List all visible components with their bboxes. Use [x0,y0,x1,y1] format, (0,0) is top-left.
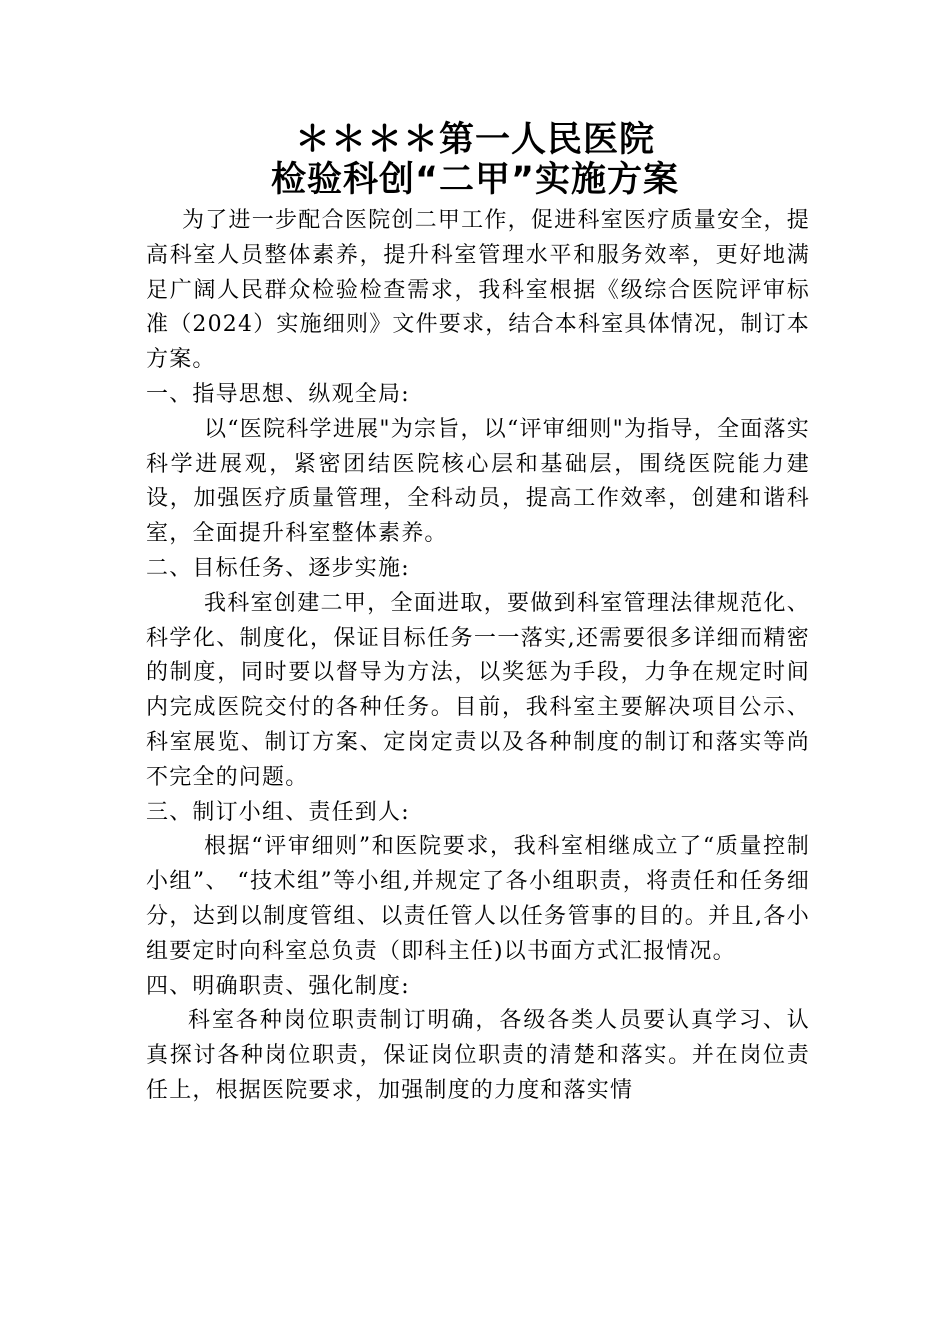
document-title [0,120,950,200]
section-4-heading: 四、明确职责、强化制度: [146,973,410,999]
document-body [146,204,810,1109]
title-hospital-name: ＊＊＊＊第一人民医院 [294,120,655,160]
section-2-heading: 二、目标任务、逐步实施: [146,555,410,581]
title-plan-name: 检验科创“二甲”实施方案 [270,160,679,200]
section-3-body: 根据“评审细则”和医院要求，我科室相继成立了“质量控制小组”、 “技术组”等小组,并规定了各小组职责，将责任和任务细分，达到以制度管组、以责任管人以任务管事的目的。并且,各小组要定时向科室总负责（即科主任)以书面方式汇报情况。 [146,834,810,964]
section-1-heading: 一、指导思想、纵观全局: [146,381,410,407]
section-2-body: 我科室创建二甲，全面进取，要做到科室管理法律规范化、科学化、制度化，保证目标任务一一落实,还需要很多详细而精密的制度，同时要以督导为方法，以奖惩为手段，力争在规定时间内完成医院交付的各种任务。目前，我科室主要解决项目公示、科室展览、制订方案、定岗定责以及各种制度的制订和落实等尚不完全的问题。 [146,590,810,790]
section-4-body: 科室各种岗位职责制订明确，各级各类人员要认真学习、认真探讨各种岗位职责，保证岗位职责的清楚和落实。并在岗位责任上，根据医院要求，加强制度的力度和落实情 [146,1008,810,1103]
section-3-heading: 三、制订小组、责任到人: [146,799,410,825]
intro-paragraph: 为了进一步配合医院创二甲工作，促进科室医疗质量安全，提高科室人员整体素养，提升科室管理水平和服务效率，更好地满足广阔人民群众检验检查需求，我科室根据《级综合医院评审标准（2024）实施细则》文件要求，结合本科室具体情况，制订本方案。 [146,208,810,373]
section-1-body: 以“医院科学进展"为宗旨，以“评审细则"为指导，全面落实科学进展观，紧密团结医院核心层和基础层，围绕医院能力建设，加强医疗质量管理，全科动员，提高工作效率，创建和谐科室，全面提升科室整体素养。 [146,416,810,547]
